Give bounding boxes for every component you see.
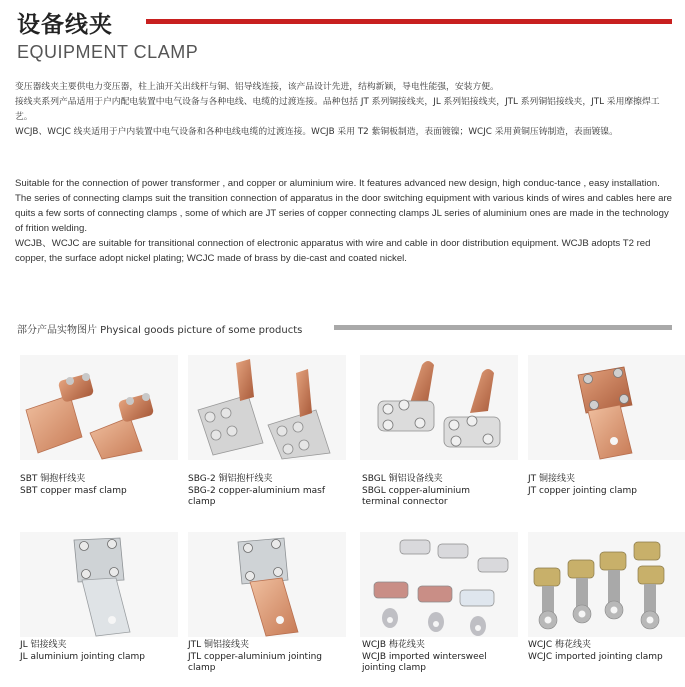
product-name-en: JTL copper-aluminium jointing	[188, 651, 322, 662]
section-title: 部分产品实物图片 Physical goods picture of some products	[17, 325, 303, 336]
wintersweet-clamp-icon	[360, 532, 518, 637]
product-name-en-cont: clamp	[188, 497, 216, 507]
product-photo-sbg2	[188, 355, 346, 460]
product-name-en: SBGL copper-aluminium	[362, 485, 471, 496]
intro-cn-paragraph: WCJB、WCJC 线夹适用于户内装置中电气设备和各种电线电缆的过渡连接。WCJB 采用 T2 紫铜板制造，表面镀镍；WCJC 采用黄铜压铸制造，表面镀镍。	[15, 127, 618, 137]
page-title-en: EQUIPMENT CLAMP	[17, 42, 199, 62]
aluminium-jointing-clamp-icon	[20, 532, 178, 637]
product-name-en: SBT copper masf clamp	[20, 485, 127, 496]
product-photo-wcjc	[528, 532, 685, 637]
intro-en-paragraph: The series of connecting clamps suit the transition connection of apparatus in the door switching equipment with various kinds of wires and cables here are quits a few sorts of connecting clamps , some of which are JT series of copper connecting clamps JL series of aluminium ones are made in the technology of frition welding.	[15, 193, 672, 234]
product-name-en-cont: clamp	[188, 663, 216, 673]
product-name-en: WCJC imported jointing clamp	[528, 651, 663, 662]
product-caption	[188, 640, 348, 675]
product-name-en: SBG-2 copper-aluminium masf	[188, 485, 325, 496]
product-photo-jtl	[188, 532, 346, 637]
product-photo-wcjb	[360, 532, 518, 637]
intro-cn-paragraph: 接线夹系列产品适用于户内配电装置中电气设备与各种电线、电缆的过渡连接。品种包括 JT 系列铜接线夹，JL 系列铝接线夹，JTL 系列铜铝接线夹，JTL 采用摩擦焊工艺。	[15, 97, 660, 122]
product-caption	[362, 474, 522, 509]
product-code-cn: WCJB 梅花线夹	[362, 640, 425, 650]
product-caption	[362, 640, 522, 675]
intro-en	[15, 176, 675, 266]
product-code-cn: WCJC 梅花线夹	[528, 640, 591, 650]
intro-en-paragraph: Suitable for the connection of power transformer , and copper or aluminium wire. It features advanced new design, high conduc-tance , easy installation.	[15, 178, 660, 189]
copper-jointing-clamp-icon	[528, 355, 685, 460]
product-code-cn: JT 铜接线夹	[528, 474, 576, 484]
product-photo-jl	[20, 532, 178, 637]
intro-cn	[15, 80, 675, 140]
product-name-en: JL aluminium jointing clamp	[20, 651, 146, 662]
product-name-en-cont: terminal connector	[362, 497, 448, 507]
product-name-en-cont: jointing clamp	[362, 663, 426, 673]
intro-en-paragraph: WCJB、WCJC are suitable for transitional connection of electronic apparatus with wire and cable in door distribution equipment. WCJB adopts T2 red copper, the surface adopt nickel plating; WCJC made of brass by die-cast and coated nickel.	[15, 238, 651, 264]
product-name-en: WCJB imported wintersweel	[362, 651, 487, 662]
product-code-cn: SBG-2 铜铝抱杆线夹	[188, 474, 273, 484]
product-name-en: JT copper jointing clamp	[528, 485, 637, 496]
terminal-connector-icon	[360, 355, 518, 460]
product-caption	[528, 640, 685, 663]
product-code-cn: SBGL 铜铝设备线夹	[362, 474, 443, 484]
product-photo-sbt	[20, 355, 178, 460]
product-photo-sbgl	[360, 355, 518, 460]
intro-cn-paragraph: 变压器线夹主要供电力变压器，柱上油开关出线杆与铜、铝导线连接，该产品设计先进，结构新颖，导电性能强，安装方便。	[15, 82, 499, 92]
product-caption	[188, 474, 348, 509]
product-code-cn: JL 铝接线夹	[20, 640, 67, 650]
product-code-cn: SBT 铜抱杆线夹	[20, 474, 86, 484]
page-title-cn: 设备线夹	[17, 12, 113, 38]
product-code-cn: JTL 铜铝接线夹	[188, 640, 250, 650]
product-caption	[528, 474, 685, 497]
product-caption	[20, 474, 180, 497]
title-accent-bar	[146, 19, 672, 24]
copper-aluminium-pole-clamp-icon	[188, 355, 346, 460]
brass-jointing-clamp-icon	[528, 532, 685, 637]
section-divider-bar	[334, 325, 672, 330]
product-photo-jt	[528, 355, 685, 460]
copper-aluminium-jointing-clamp-icon	[188, 532, 346, 637]
product-caption	[20, 640, 180, 663]
copper-pole-clamp-icon	[20, 355, 178, 460]
